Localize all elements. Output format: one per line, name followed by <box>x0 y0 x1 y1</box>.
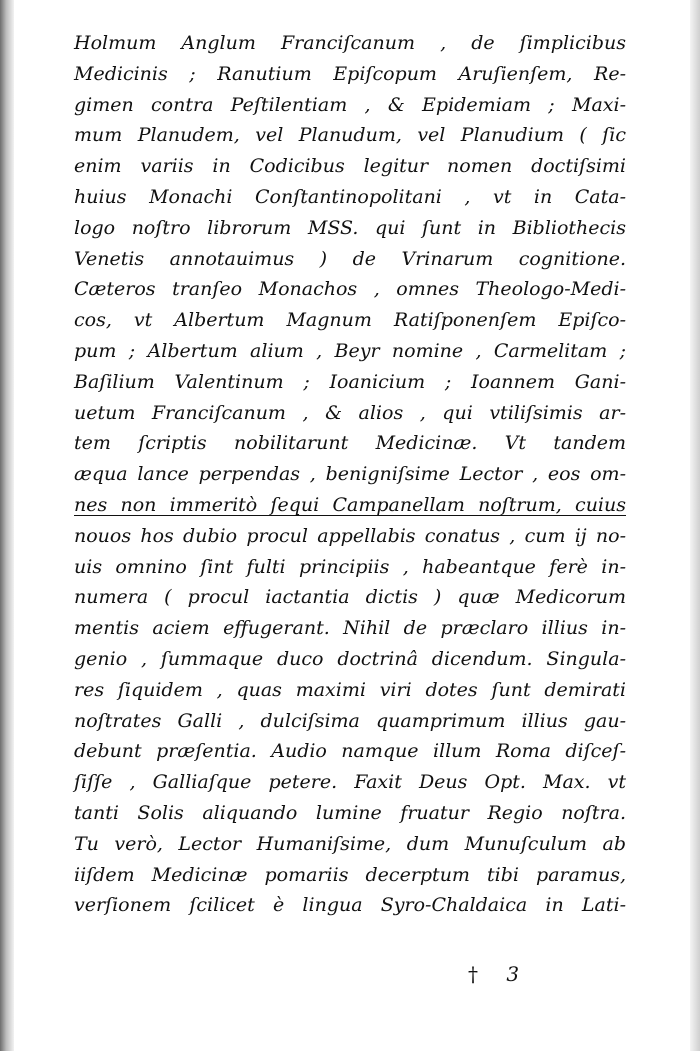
text-line: nes non immeritò ſequi Campanellam noſtrum, cuius <box>74 493 626 516</box>
text-line: Holmum Anglum Franciſcanum , de ſimplicibus <box>74 32 626 54</box>
text-line: iiſdem Medicinæ pomariis decerptum tibi paramus, <box>74 863 626 886</box>
text-line: res ſiquidem , quas maximi viri dotes ſunt demirati <box>74 678 626 701</box>
text-line: logo noſtro librorum MSS. qui ſunt in Bibliothecis <box>74 216 626 239</box>
text-line: uis omnino ſint fulti principiis , habeantque ferè in- <box>74 555 626 578</box>
text-line: mum Planudem, vel Planudum, vel Planudium ( ſic <box>74 124 626 147</box>
text-line: pum ; Albertum alium , Beyr nomine , Carmelitam ; <box>74 339 626 362</box>
text-line: genio , ſummaque duco doctrinâ dicendum. Singula- <box>74 647 626 670</box>
text-line: tanti Solis aliquando lumine fruatur Regio noſtra. <box>74 801 626 824</box>
text-line: uetum Franciſcanum , & alios , qui vtiliſsimis ar- <box>74 401 626 424</box>
text-line: Venetis annotauimus ) de Vrinarum cognitione. <box>74 247 626 270</box>
text-line: ſiſſe , Galliaſque petere. Faxit Deus Opt. Max. vt <box>74 771 626 794</box>
text-line: Baſilium Valentinum ; Ioanicium ; Ioannem Gani- <box>74 370 626 393</box>
text-line: verſionem ſcilicet è lingua Syro-Chaldaica in Lati- <box>74 894 626 917</box>
text-line: enim variis in Codicibus legitur nomen doctiſsimi <box>74 155 626 178</box>
text-line: debunt præſentia. Audio namque illum Roma diſceſ- <box>74 740 626 763</box>
body-text <box>74 28 626 921</box>
text-line: tem ſcriptis nobilitarunt Medicinæ. Vt tandem <box>74 432 626 455</box>
text-line: numera ( procul iactantia dictis ) quæ Medicorum <box>74 586 626 609</box>
page-footer <box>468 962 519 986</box>
text-line: mentis aciem effugerant. Nihil de præclaro illius in- <box>74 617 626 640</box>
text-line: cos, vt Albertum Magnum Ratiſponenſem Epiſco- <box>74 309 626 332</box>
text-line: æqua lance perpendas , benigniſsime Lector , eos om- <box>74 463 626 486</box>
text-line: huius Monachi Conſtantinopolitani , vt in Cata- <box>74 185 626 208</box>
page-number: 3 <box>506 962 520 986</box>
text-line: nouos hos dubio procul appellabis conatus , cum ij no- <box>74 524 626 547</box>
text-line: Tu verò, Lector Humaniſsime, dum Munuſculum ab <box>74 832 626 855</box>
page-gutter-shadow <box>0 0 14 1051</box>
text-line: Cæteros tranſeo Monachos , omnes Theologo-Medi- <box>74 278 626 301</box>
page-edge <box>690 0 700 1051</box>
signature-mark: † <box>468 962 478 986</box>
text-line: Medicinis ; Ranutium Epiſcopum Aruſienſem, Re- <box>74 62 626 85</box>
text-line: noſtrates Galli , dulciſsima quamprimum illius gau- <box>74 709 626 732</box>
text-line: gimen contra Peſtilentiam , & Epidemiam ; Maxi- <box>74 93 626 116</box>
